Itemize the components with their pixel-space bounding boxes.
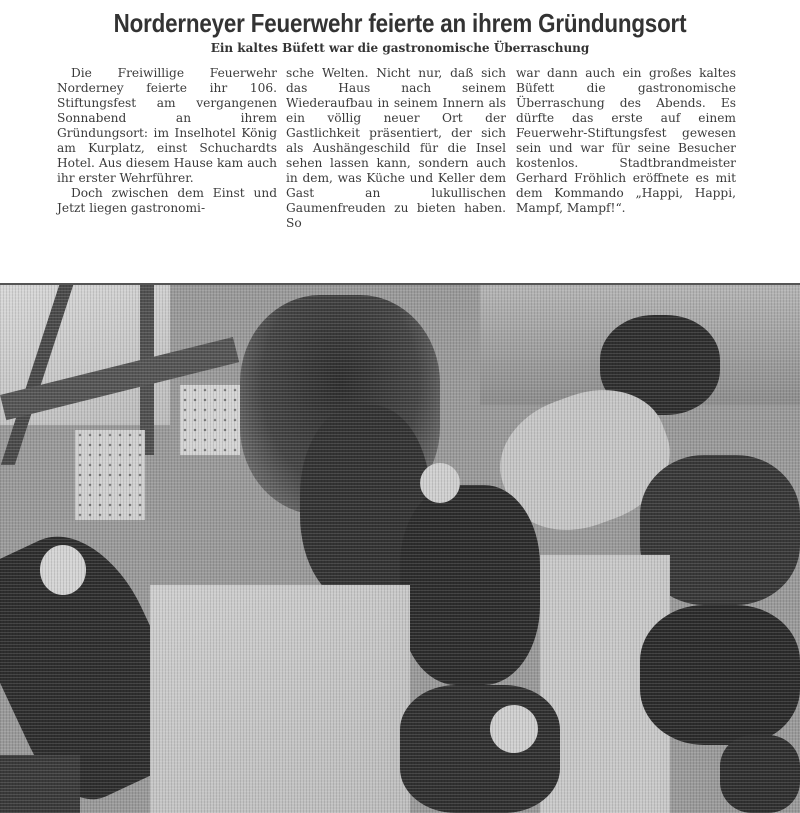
paragraph: war dann auch ein großes kaltes Büfett die gastronomische Überraschung des Abends. Es dürfte das erste auf einem Feuerwehr-Stiftungsfest gewesen sein und war für seine Besucher kostenlos. Stadtbrandmeister Gerhard Fröhlich eröffnete es mit dem Kommando „Happi, Happi, Mampf, Mampf!“. xyxy=(516,66,736,215)
photo-floor xyxy=(150,585,410,813)
photo-figure xyxy=(0,755,80,813)
paragraph: sche Welten. Nicht nur, daß sich das Haus nach seinem Wiederaufbau in seinem Innern als ein völlig neuer Ort der Gastlichkeit präsentiert, der sich als Aushängeschild für die Insel sehen lassen kann, sondern auch in dem, was Küche und Keller dem Gast an lukullischen Gaumenfreuden zu bieten haben. So xyxy=(286,66,506,230)
photo-figure xyxy=(720,735,800,813)
photo-screen xyxy=(180,385,240,455)
article-subheadline: Ein kaltes Büfett war die gastronomische Überraschung xyxy=(210,41,590,55)
photo-officer xyxy=(400,485,540,685)
paragraph: Die Freiwillige Feuerwehr Norderney feierte ihr 106. Stiftungsfest am vergangenen Sonnabend an ihrem Gründungsort: im Inselhotel König am Kurplatz, einst Schuchardts Hotel. Aus diesem Hause kam auch ihr erster Wehrführer. xyxy=(57,66,277,185)
article-headline: Norderneyer Feuerwehr feierte an ihrem Gründungsort xyxy=(113,8,687,38)
article-column-3 xyxy=(516,66,736,216)
photo-figure xyxy=(640,605,800,745)
photo-left-officer-head xyxy=(40,545,86,595)
photo-figure-head xyxy=(490,705,538,753)
paragraph: Doch zwischen dem Einst und Jetzt liegen gastronomi- xyxy=(57,186,277,215)
photo-figure xyxy=(400,685,560,813)
photo-officer-head xyxy=(420,463,460,503)
article-column-1 xyxy=(57,66,277,216)
photo-screen xyxy=(75,430,145,520)
article-column-2 xyxy=(286,66,506,231)
article-body xyxy=(57,66,747,256)
article-photo xyxy=(0,283,800,813)
